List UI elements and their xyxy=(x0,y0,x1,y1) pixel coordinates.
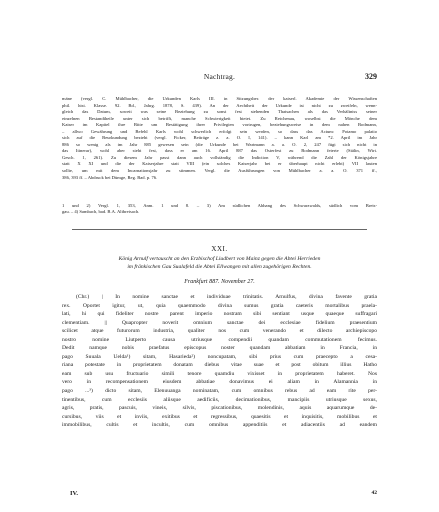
body-line: agris, pratis, pascuis, vineis, silvis, piscationibus, molendinis, aquis aquarumque de- xyxy=(62,405,377,412)
page-header xyxy=(62,72,377,84)
body-line: clementiam. || Quapropter noverit omnium sanctae dei ecclesiae fidelium praesentium xyxy=(62,319,377,326)
intro-line: Kaiser im Kapitel ihre Bitte um Bestätigung ihrer Privilegien vortrugen, beziehungsweise in dem nahen Bodmann, xyxy=(62,122,377,128)
body-line: lati, hi qui fideliter nostre parent imperio nostram sibi sentiant usque quaeque suffragari xyxy=(62,311,377,318)
intro-line: einzelnen Bestandtheile unter sich betrifft, manche Schwierigkeit bietet. Zu Reichenau, woselbst die Mönche dem xyxy=(62,115,377,121)
intro-line: 386, 393 ff. – Abdruck bei Dümge, Reg. Bad. p. 76. xyxy=(62,174,158,180)
intro-line: sollte, um mit dem Incarnationsjahr zu stimmen. Vergl. die Ausführungen von Mühlbacher a. a. O. 371 ff., xyxy=(62,168,377,174)
document-date: Frankfurt 887. November 27. xyxy=(184,279,255,285)
body-line: nostro nomine Liutperto causa utriusque compendii quandam commutationem fecimus. xyxy=(62,336,377,343)
document-title xyxy=(62,256,377,271)
body-line: (Chr.) | In nomine sanctae et individuae trinitatis. Arnulfus, divina favente gratia xyxy=(76,294,377,300)
document-title-line: im fränkischen Gau Sualafeld die Abtei Ellwangen mit allen zugehörigen Rechten. xyxy=(127,263,312,270)
intro-line: mäne (vergl. C. Mühlbacher, die Urkunden Karls III. in Sitzungsber. der kaiserl. Akademie der Wissenschaften xyxy=(62,96,377,101)
document-number: XXI. xyxy=(211,245,228,253)
body-line: riana potestate in proprietatem donatam diebus vitae suae et post obitum illius Hatho xyxy=(62,362,377,369)
footnote-line: gau. – 4) Sambach, bad. B.A. Altbreisach. xyxy=(62,209,140,215)
body-line: Dedit namque nobis praefatus episcopus noster quandam abbatiam in Francia, in xyxy=(62,345,377,352)
intro-line: – allwo Gewährung und Befehl Karls wohl schwerlich erfolgt sein werden, so dass das Actum: Potamo palatio xyxy=(62,128,377,134)
body-line: eam sub usu fructuario simili tenore quamdiu vixisset in proprietatem haberet. Nos xyxy=(62,370,377,377)
footnotes xyxy=(62,203,377,216)
body-line: immobilibus, cultis et incultis, cum omnibus appenditiis et adiacentiis ad eandem xyxy=(62,422,377,429)
footnote-line: 1 und 2) Vergl. 1, 353, Anm. 1 und 8. – 3) Am südlichen Abhang des Schwarzwalds, südlich vom Breis- xyxy=(62,203,377,208)
intro-paragraph xyxy=(62,96,377,181)
body-line: vero in recompensationem eiusdem abbatiae donavimus ei aliam in Alamannia in xyxy=(62,379,377,386)
body-line: cursibus, viis et inviis, exitibus et regressibus, quaesitis et inquisitis, mobilibus et xyxy=(62,413,377,420)
body-line: pago ...³) dicto sitam, Elenuuanga nominatam, cum omnibus rebus ad eam rite per- xyxy=(62,388,377,395)
page-footer xyxy=(62,490,377,498)
body-line: pago Suuala Uelda¹) sitam, Hasarieda²) noncupatam, sibi prius cum praecepto a cesa- xyxy=(62,353,377,360)
body-line: tinentibus, cum ecclesiis aliisque aedificiis, decimationibus, mancipiis utriusque sexus, xyxy=(62,396,377,403)
intro-line: phil. hist. Klasse. 92. Bd., Jahrg. 1878, S. 439). An der Aechtheit der Urkunde ist nicht zu zweifeln, wenn- xyxy=(62,102,377,108)
intro-line: das Itinerar), wohl aber steht fest, dass er am 16. April 887 das Osterfest zu Bodmann feierte (Stälin, Wirt. xyxy=(62,148,377,154)
intro-line: 886 so wenig als im Jahr 885 gewesen sein (die Urkunde bei Wartmann a. a. O. 2, 247 fügt sich nicht in xyxy=(62,141,377,147)
page-number: 329 xyxy=(365,72,377,81)
running-title: Nachtrag. xyxy=(203,72,236,81)
intro-line: Gesch. 1, 261). Zu diesem Jahr passt dann auch vollständig die Indiction V, während die Zahl der Königsjahre xyxy=(62,154,377,160)
document-title-line: König Arnulf vertauscht an den Erzbischof Liudbert von Mainz gegen die Abtei Herrieden xyxy=(118,256,321,262)
sheet-number: 42 xyxy=(371,490,377,496)
intro-line: statt X XI und die der Kaiserjahre statt VIII (ein solches Kaiserjahr bei er überhaupt nicht erlebt) VII lauten xyxy=(62,161,377,167)
document-body xyxy=(62,293,377,430)
body-line: scilicet atque futurorum industria, qualiter nos cum venerando et dilecto archiepiscopo xyxy=(62,328,377,335)
signature-mark: IV. xyxy=(70,490,79,497)
body-line: rex. Oportet igitur, ut, quia quaemmodo divina sumus gratia caeteris mortalibus praela- xyxy=(62,302,377,309)
intro-line: gleich das Datum, soweit was seine Beziehung zu sonst fest stehenden Thatsachen als das Verhältniss seiner xyxy=(62,109,377,115)
intro-line: sich auf die Beurkundung bezieht (vergl. Ficker, Beiträge z. a. O. I, 141). – kann Karl am *2. April im Jahr xyxy=(62,135,377,141)
section-divider xyxy=(72,229,367,230)
